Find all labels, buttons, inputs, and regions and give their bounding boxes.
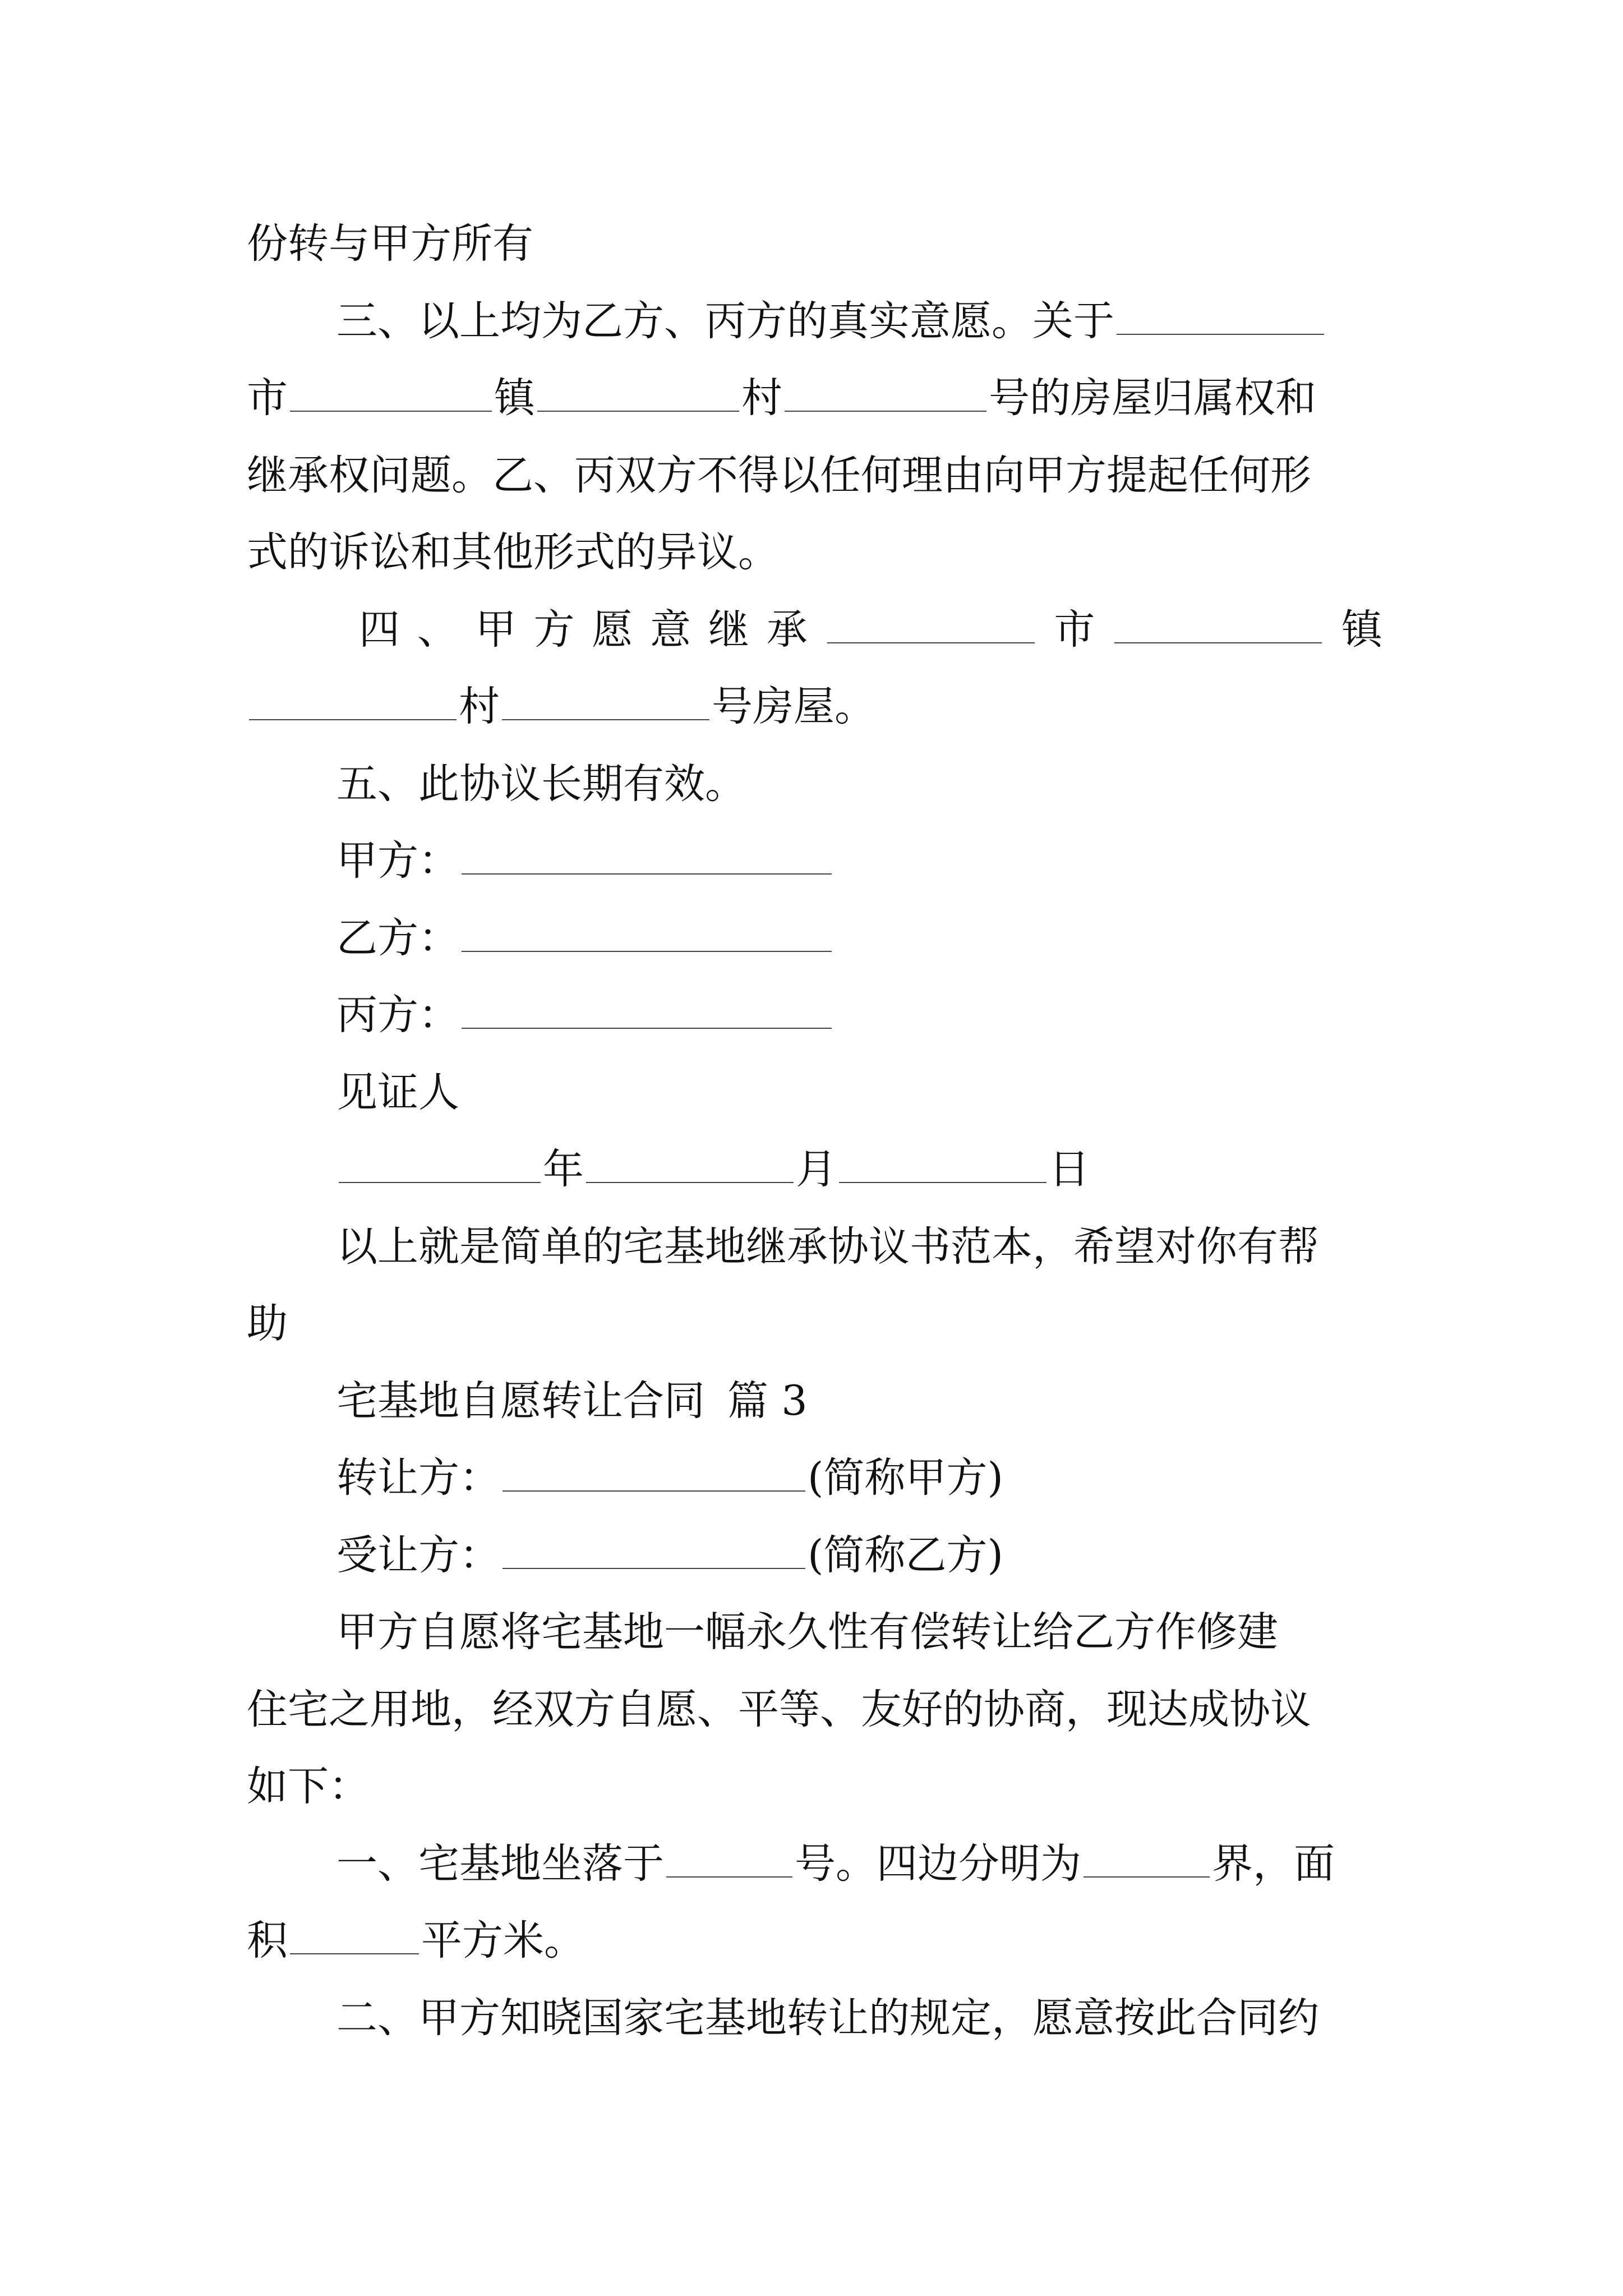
- transferee-label: 受让方：: [336, 1531, 500, 1579]
- paragraph-text: 式的诉讼和其他形式的异议。: [247, 528, 779, 576]
- clause-4-char: 甲: [475, 606, 517, 654]
- boundary-label: 号。四边分明为: [795, 1840, 1081, 1888]
- clause-4-char: 、: [417, 606, 458, 654]
- town-label: 镇: [1341, 606, 1382, 654]
- town-label: 镇: [494, 374, 535, 422]
- area-label: 积: [247, 1917, 288, 1964]
- house-label: 号房屋。: [712, 683, 875, 730]
- paragraph-text: 份转与甲方所有: [247, 220, 533, 268]
- signature-party-c: [336, 984, 834, 1046]
- line-5: [247, 522, 779, 583]
- transferee-line: [336, 1525, 1003, 1586]
- section-title: 宅基地自愿转让合同: [336, 1377, 705, 1425]
- city-label: 市: [1054, 606, 1095, 654]
- day-label: 日: [1049, 1145, 1090, 1193]
- boundary-blank[interactable]: [1083, 1837, 1210, 1878]
- line-8: [336, 753, 746, 815]
- area-unit: 平方米。: [421, 1917, 585, 1964]
- signature-party-a: [336, 830, 834, 892]
- line-3: [247, 367, 1316, 429]
- clause-4-char: 愿: [592, 606, 633, 654]
- inherit-village-blank[interactable]: [249, 680, 457, 720]
- paragraph-text: 甲方自愿将宅基地一幅永久性有偿转让给乙方作修建: [336, 1608, 1278, 1656]
- clause-4-char: 承: [766, 606, 808, 654]
- inherit-town-blank[interactable]: [1114, 603, 1322, 643]
- village-label: 村: [459, 683, 500, 730]
- transferee-field[interactable]: [502, 1529, 805, 1569]
- line-21: [336, 1833, 1335, 1895]
- inherit-house-number-blank[interactable]: [502, 680, 709, 720]
- area-blank[interactable]: [290, 1914, 419, 1954]
- party-b-label: 乙方：: [336, 914, 459, 962]
- party-a-label: 甲方：: [336, 837, 459, 885]
- line-6: [359, 599, 1382, 661]
- ownership-text: 号的房屋归属权和: [989, 374, 1316, 422]
- paragraph-text: 继承权问题。乙、丙双方不得以任何理由向甲方提起任何形: [247, 452, 1311, 499]
- day-blank[interactable]: [839, 1143, 1046, 1183]
- signature-party-b: [336, 908, 834, 969]
- transferor-field[interactable]: [502, 1451, 805, 1492]
- paragraph-text: 住宅之用地，经双方自愿、平等、友好的协商，现达成协议: [247, 1686, 1311, 1733]
- clause-4-char: 继: [708, 606, 749, 654]
- village-blank[interactable]: [537, 371, 739, 412]
- clause-4-char: 意: [650, 606, 691, 654]
- year-label: 年: [543, 1145, 584, 1193]
- month-blank[interactable]: [586, 1143, 794, 1183]
- line-7: [247, 676, 875, 738]
- party-c-label: 丙方：: [336, 991, 459, 1039]
- clause-4-char: 四: [359, 606, 400, 654]
- section-number: 篇 3: [727, 1377, 808, 1425]
- clause-4-char: 方: [533, 606, 575, 654]
- line-2: [336, 291, 1326, 352]
- line-20: [247, 1756, 370, 1818]
- line-1: [247, 213, 533, 275]
- paragraph-text: 以上就是简单的宅基地继承协议书范本，希望对你有帮: [336, 1223, 1319, 1271]
- paragraph-text: 如下：: [247, 1763, 370, 1810]
- party-a-signature-field[interactable]: [462, 834, 832, 875]
- transferee-note: (简称乙方): [808, 1531, 1003, 1579]
- transferor-note: (简称甲方): [808, 1454, 1003, 1502]
- location-blank[interactable]: [666, 1837, 792, 1878]
- transferor-label: 转让方：: [336, 1454, 500, 1502]
- village-label: 村: [741, 374, 782, 422]
- month-label: 月: [796, 1145, 837, 1193]
- clause-3-text: 三、以上均为乙方、丙方的真实意愿。关于: [336, 297, 1114, 345]
- line-14: [247, 1293, 288, 1355]
- location-label: 一、宅基地坐落于: [336, 1840, 664, 1888]
- paragraph-text: 二、甲方知晓国家宅基地转让的规定，愿意按此合同约: [336, 1994, 1319, 2042]
- city-label: 市: [247, 374, 288, 422]
- city-blank[interactable]: [1117, 295, 1324, 335]
- year-blank[interactable]: [339, 1143, 541, 1183]
- line-18: [336, 1602, 1278, 1663]
- line-13: [336, 1216, 1319, 1278]
- area-intro: 界，面: [1212, 1840, 1335, 1888]
- clause-5-text: 五、此协议长期有效。: [336, 760, 746, 808]
- line-23: [336, 1987, 1319, 2049]
- line-22: [247, 1910, 585, 1972]
- house-number-blank[interactable]: [785, 371, 986, 412]
- town-blank[interactable]: [290, 371, 492, 412]
- witness-line: [336, 1062, 459, 1124]
- section-heading: [336, 1370, 808, 1432]
- transferor-line: [336, 1447, 1003, 1509]
- party-c-signature-field[interactable]: [462, 988, 832, 1029]
- line-4: [247, 445, 1311, 507]
- paragraph-text: 助: [247, 1300, 288, 1347]
- party-b-signature-field[interactable]: [462, 912, 832, 952]
- witness-label: 见证人: [336, 1069, 459, 1116]
- line-19: [247, 1679, 1311, 1741]
- date-line: [336, 1139, 1090, 1200]
- inherit-city-blank[interactable]: [827, 603, 1035, 643]
